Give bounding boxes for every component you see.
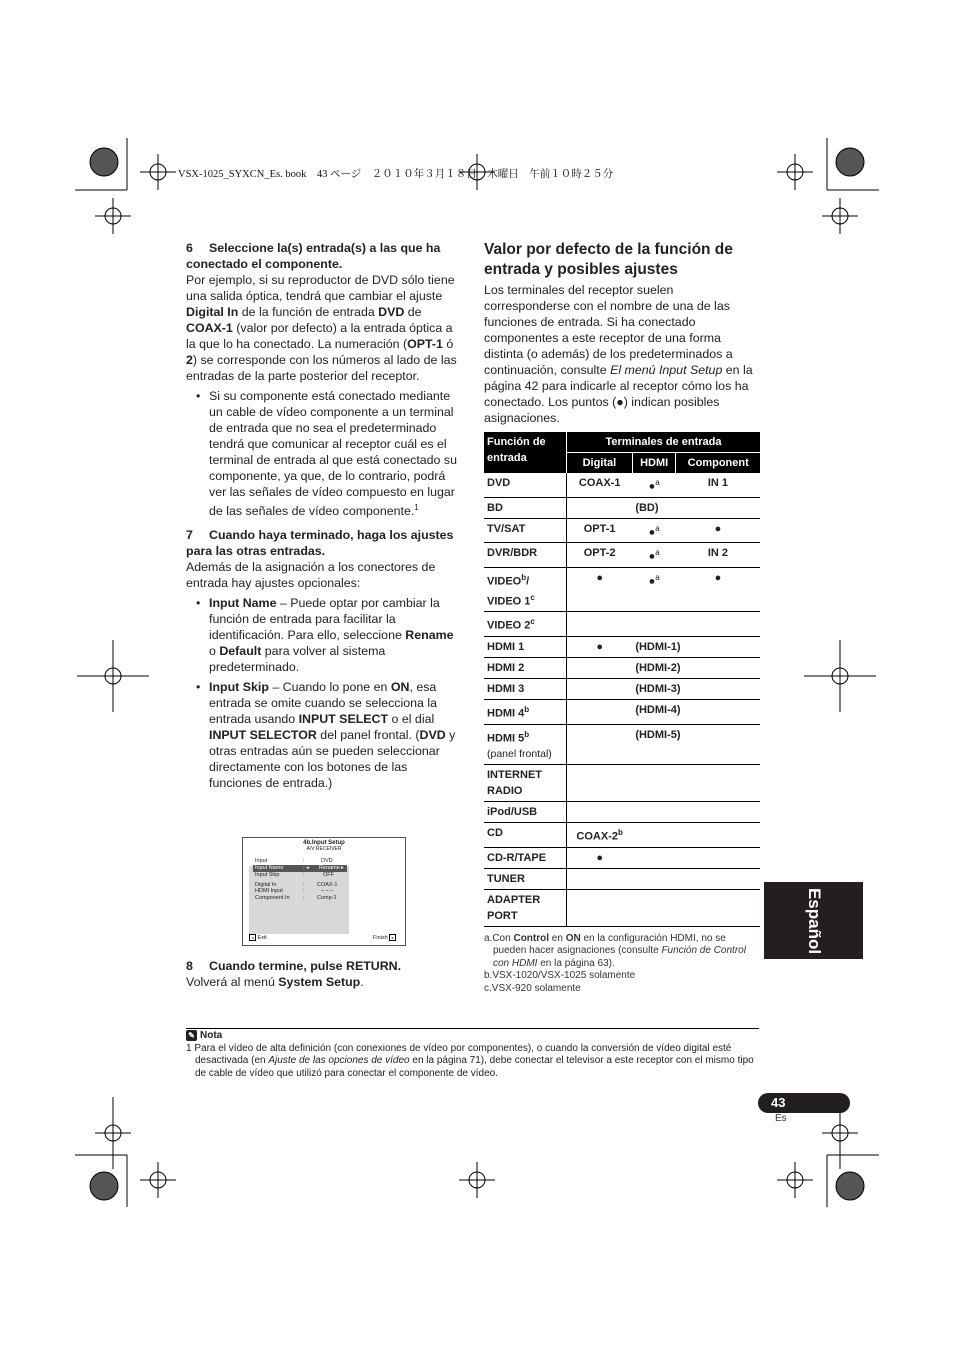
digital-cell <box>567 657 633 678</box>
hdmi-cell: (BD) <box>632 497 760 518</box>
osd-title: 4b.Input Setup <box>303 840 345 846</box>
osd-row-hdmi-input: HDMI Input : – – – <box>255 888 334 894</box>
function-cell: CD <box>484 823 567 848</box>
table-row <box>484 699 760 724</box>
hdmi-cell <box>632 612 676 637</box>
table-row <box>484 802 760 823</box>
step-6-title: 6 Seleccione la(s) entrada(s) a las que ha conectado el componente. <box>186 241 441 271</box>
digital-cell: ● <box>567 567 633 611</box>
digital-cell: COAX-1 <box>567 473 633 497</box>
hdmi-cell: ●$^a$ <box>632 567 676 611</box>
finish-icon: ▸ <box>389 934 396 941</box>
osd-row-digital-in: Digital In : COAX-1 <box>255 882 338 888</box>
table-row <box>484 612 760 637</box>
digital-cell: COAX-2$^b$ <box>567 823 633 848</box>
col-header-terminals: Terminales de entrada <box>567 432 761 453</box>
function-cell: HDMI 5$^b$ (panel frontal) <box>484 724 567 765</box>
function-cell: HDMI 4$^b$ <box>484 699 567 724</box>
function-cell: DVR/BDR <box>484 543 567 568</box>
bullet-component-note: • Si su componente está conectado mediante un cable de vídeo componente a un terminal de entrada que no sea el predeterminado tendrá que comunicar al receptor cuál es el terminal de entrada al que está conectado su componente, ya que, de lo contrario, podrá ver las señales de vídeo compuesto en lugar de las señales de vídeo componente.$^1$ <box>186 388 461 519</box>
component-cell: ● <box>676 518 760 543</box>
osd-row-component-in: Component In : Comp-1 <box>255 895 337 901</box>
table-row <box>484 823 760 848</box>
digital-cell <box>567 802 633 823</box>
step-8-title: 8 Cuando termine, pulse RETURN. <box>186 959 402 973</box>
table-row <box>484 518 760 543</box>
table-row <box>484 889 760 926</box>
hdmi-cell: (HDMI-5) <box>632 724 760 765</box>
function-cell: iPod/USB <box>484 802 567 823</box>
digital-cell: ● <box>567 847 633 868</box>
osd-row-input-skip: Input Skip : OFF <box>255 872 334 878</box>
table-footnotes <box>484 933 760 996</box>
function-cell: HDMI 1 <box>484 636 567 657</box>
component-cell <box>676 847 760 868</box>
hdmi-cell: ●$^a$ <box>632 543 676 568</box>
left-column <box>186 240 461 795</box>
component-cell <box>676 802 760 823</box>
digital-cell <box>567 678 633 699</box>
component-cell <box>676 765 760 802</box>
function-cell: HDMI 3 <box>484 678 567 699</box>
function-cell: BD <box>484 497 567 518</box>
step-8-body: Volverá al menú System Setup. <box>186 975 364 989</box>
digital-cell <box>567 868 633 889</box>
table-row <box>484 543 760 568</box>
table-row <box>484 657 760 678</box>
step-6-bullets <box>186 388 461 519</box>
step-7-body: Además de la asignación a los conectores de entrada hay ajustes opcionales: <box>186 560 436 591</box>
step-7-bullets <box>186 595 461 791</box>
component-cell <box>676 823 760 848</box>
col-header-digital: Digital <box>567 453 633 474</box>
hdmi-cell: (HDMI-1) <box>632 636 760 657</box>
hdmi-cell: ●$^a$ <box>632 473 676 497</box>
hdmi-cell: ●$^a$ <box>632 518 676 543</box>
note-pencil-icon: ✎ <box>186 1030 197 1041</box>
hdmi-cell <box>632 889 676 926</box>
table-row <box>484 497 760 518</box>
function-cell: DVD <box>484 473 567 497</box>
component-cell <box>676 612 760 637</box>
table-row <box>484 847 760 868</box>
digital-cell <box>567 765 633 802</box>
col-header-hdmi: HDMI <box>632 453 676 474</box>
note-divider <box>186 1028 759 1029</box>
function-cell: ADAPTER PORT <box>484 889 567 926</box>
osd-row-input: Input : DVD <box>255 858 333 864</box>
table-row <box>484 868 760 889</box>
digital-cell <box>567 724 633 765</box>
note-block <box>186 1030 759 1080</box>
digital-cell <box>567 497 633 518</box>
footnote-b: b.VSX-1020/VSX-1025 solamente <box>484 970 636 982</box>
function-cell: CD-R/TAPE <box>484 847 567 868</box>
osd-finish: Finish ▸ <box>373 934 396 941</box>
osd-subtitle: A/V RECEIVER <box>306 846 342 852</box>
digital-cell <box>567 889 633 926</box>
function-cell: VIDEO 2$^c$ <box>484 612 567 637</box>
page-language: Es <box>775 1113 787 1124</box>
note-text: 1 Para el vídeo de alta definición (con conexiones de vídeo por componentes), o cuando la conversión de vídeo digital esté desactivada (en Ajuste de las opciones de vídeo en la página 71), debe conectar el televisor a este receptor con el mismo tipo de cable de vídeo que utilizó para conectar el componente de vídeo. <box>186 1042 754 1079</box>
hdmi-cell: (HDMI-4) <box>632 699 760 724</box>
footnote-c: c.VSX-920 solamente <box>484 982 581 994</box>
osd-exit: ◂ Exit <box>249 934 267 941</box>
step-7-title: 7 Cuando haya terminado, haga los ajustes para las otras entradas. <box>186 528 454 559</box>
component-cell <box>676 889 760 926</box>
table-row <box>484 678 760 699</box>
footnote-a: a.Con Control en ON en la configuración HDMI, no se pueden hacer asignaciones (consulte Función de Control con HDMI en la página 63). <box>484 932 746 969</box>
hdmi-cell: (HDMI-3) <box>632 678 760 699</box>
hdmi-cell <box>632 802 676 823</box>
section-title: Valor por defecto de la función de entrada y posibles ajustes <box>484 241 733 278</box>
return-icon: ◂ <box>249 934 256 941</box>
right-column <box>484 240 760 995</box>
step-8 <box>186 958 461 990</box>
input-assignment-table <box>484 432 760 927</box>
language-tab: Español <box>764 882 863 959</box>
component-cell <box>676 868 760 889</box>
component-cell: IN 2 <box>676 543 760 568</box>
function-cell: INTERNET RADIO <box>484 765 567 802</box>
digital-cell: OPT-2 <box>567 543 633 568</box>
table-row <box>484 636 760 657</box>
component-cell: IN 1 <box>676 473 760 497</box>
section-intro: Los terminales del receptor suelen corresponderse con el nombre de una de las funciones de entrada. Si ha conectado componentes a este receptor de una forma distinta (o además) de los predeterminados a continuación, consulte El menú Input Setup en la página 42 para indicarle al receptor cómo los ha conectado. Los puntos (●) indican posibles asignaciones. <box>484 283 753 425</box>
function-cell: TUNER <box>484 868 567 889</box>
col-header-component: Component <box>676 453 760 474</box>
osd-row-input-name: Input Name : ◂ Rename ▸ <box>253 865 347 872</box>
table-row <box>484 567 760 611</box>
hdmi-cell <box>632 868 676 889</box>
digital-cell <box>567 612 633 637</box>
hdmi-cell: (HDMI-2) <box>632 657 760 678</box>
table-row <box>484 765 760 802</box>
print-header: VSX-1025_SYXCN_Es. book 43 ページ ２０１０年３月１８日 木曜日 午前１０時２５分 <box>178 169 614 180</box>
function-cell: HDMI 2 <box>484 657 567 678</box>
table-row <box>484 473 760 497</box>
bullet-input-name: • Input Name – Puede optar por cambiar la función de entrada para facilitar la identificación. Para ello, seleccione Rename o Default para volver al sistema predeterminado. <box>186 595 461 675</box>
input-setup-screen <box>242 837 406 946</box>
component-cell: ● <box>676 567 760 611</box>
table-row <box>484 724 760 765</box>
page-number: 43 <box>758 1093 850 1113</box>
function-cell: VIDEO$^b$/ VIDEO 1$^c$ <box>484 567 567 611</box>
hdmi-cell <box>632 823 676 848</box>
note-heading: ✎ Nota <box>186 1030 759 1043</box>
digital-cell: OPT-1 <box>567 518 633 543</box>
hdmi-cell <box>632 765 676 802</box>
digital-cell <box>567 699 633 724</box>
col-header-function: Función de entrada <box>484 432 567 473</box>
bullet-input-skip: • Input Skip – Cuando lo pone en ON, esa entrada se omite cuando se selecciona la entrada usando INPUT SELECT o el dial INPUT SELECTOR del panel frontal. (DVD y otras entradas aún se pueden seleccionar directamente con los botones de las funciones de entrada.) <box>186 679 461 791</box>
function-cell: TV/SAT <box>484 518 567 543</box>
digital-cell: ● <box>567 636 633 657</box>
step-6-body: Por ejemplo, si su reproductor de DVD sólo tiene una salida óptica, tendrá que cambiar el ajuste Digital In de la función de entrada DVD de COAX-1 (valor por defecto) a la entrada óptica a la que lo ha conectado. La numeración (OPT-1 ó 2) se corresponde con los números al lado de las entradas de la parte posterior del receptor. <box>186 273 457 383</box>
hdmi-cell <box>632 847 676 868</box>
